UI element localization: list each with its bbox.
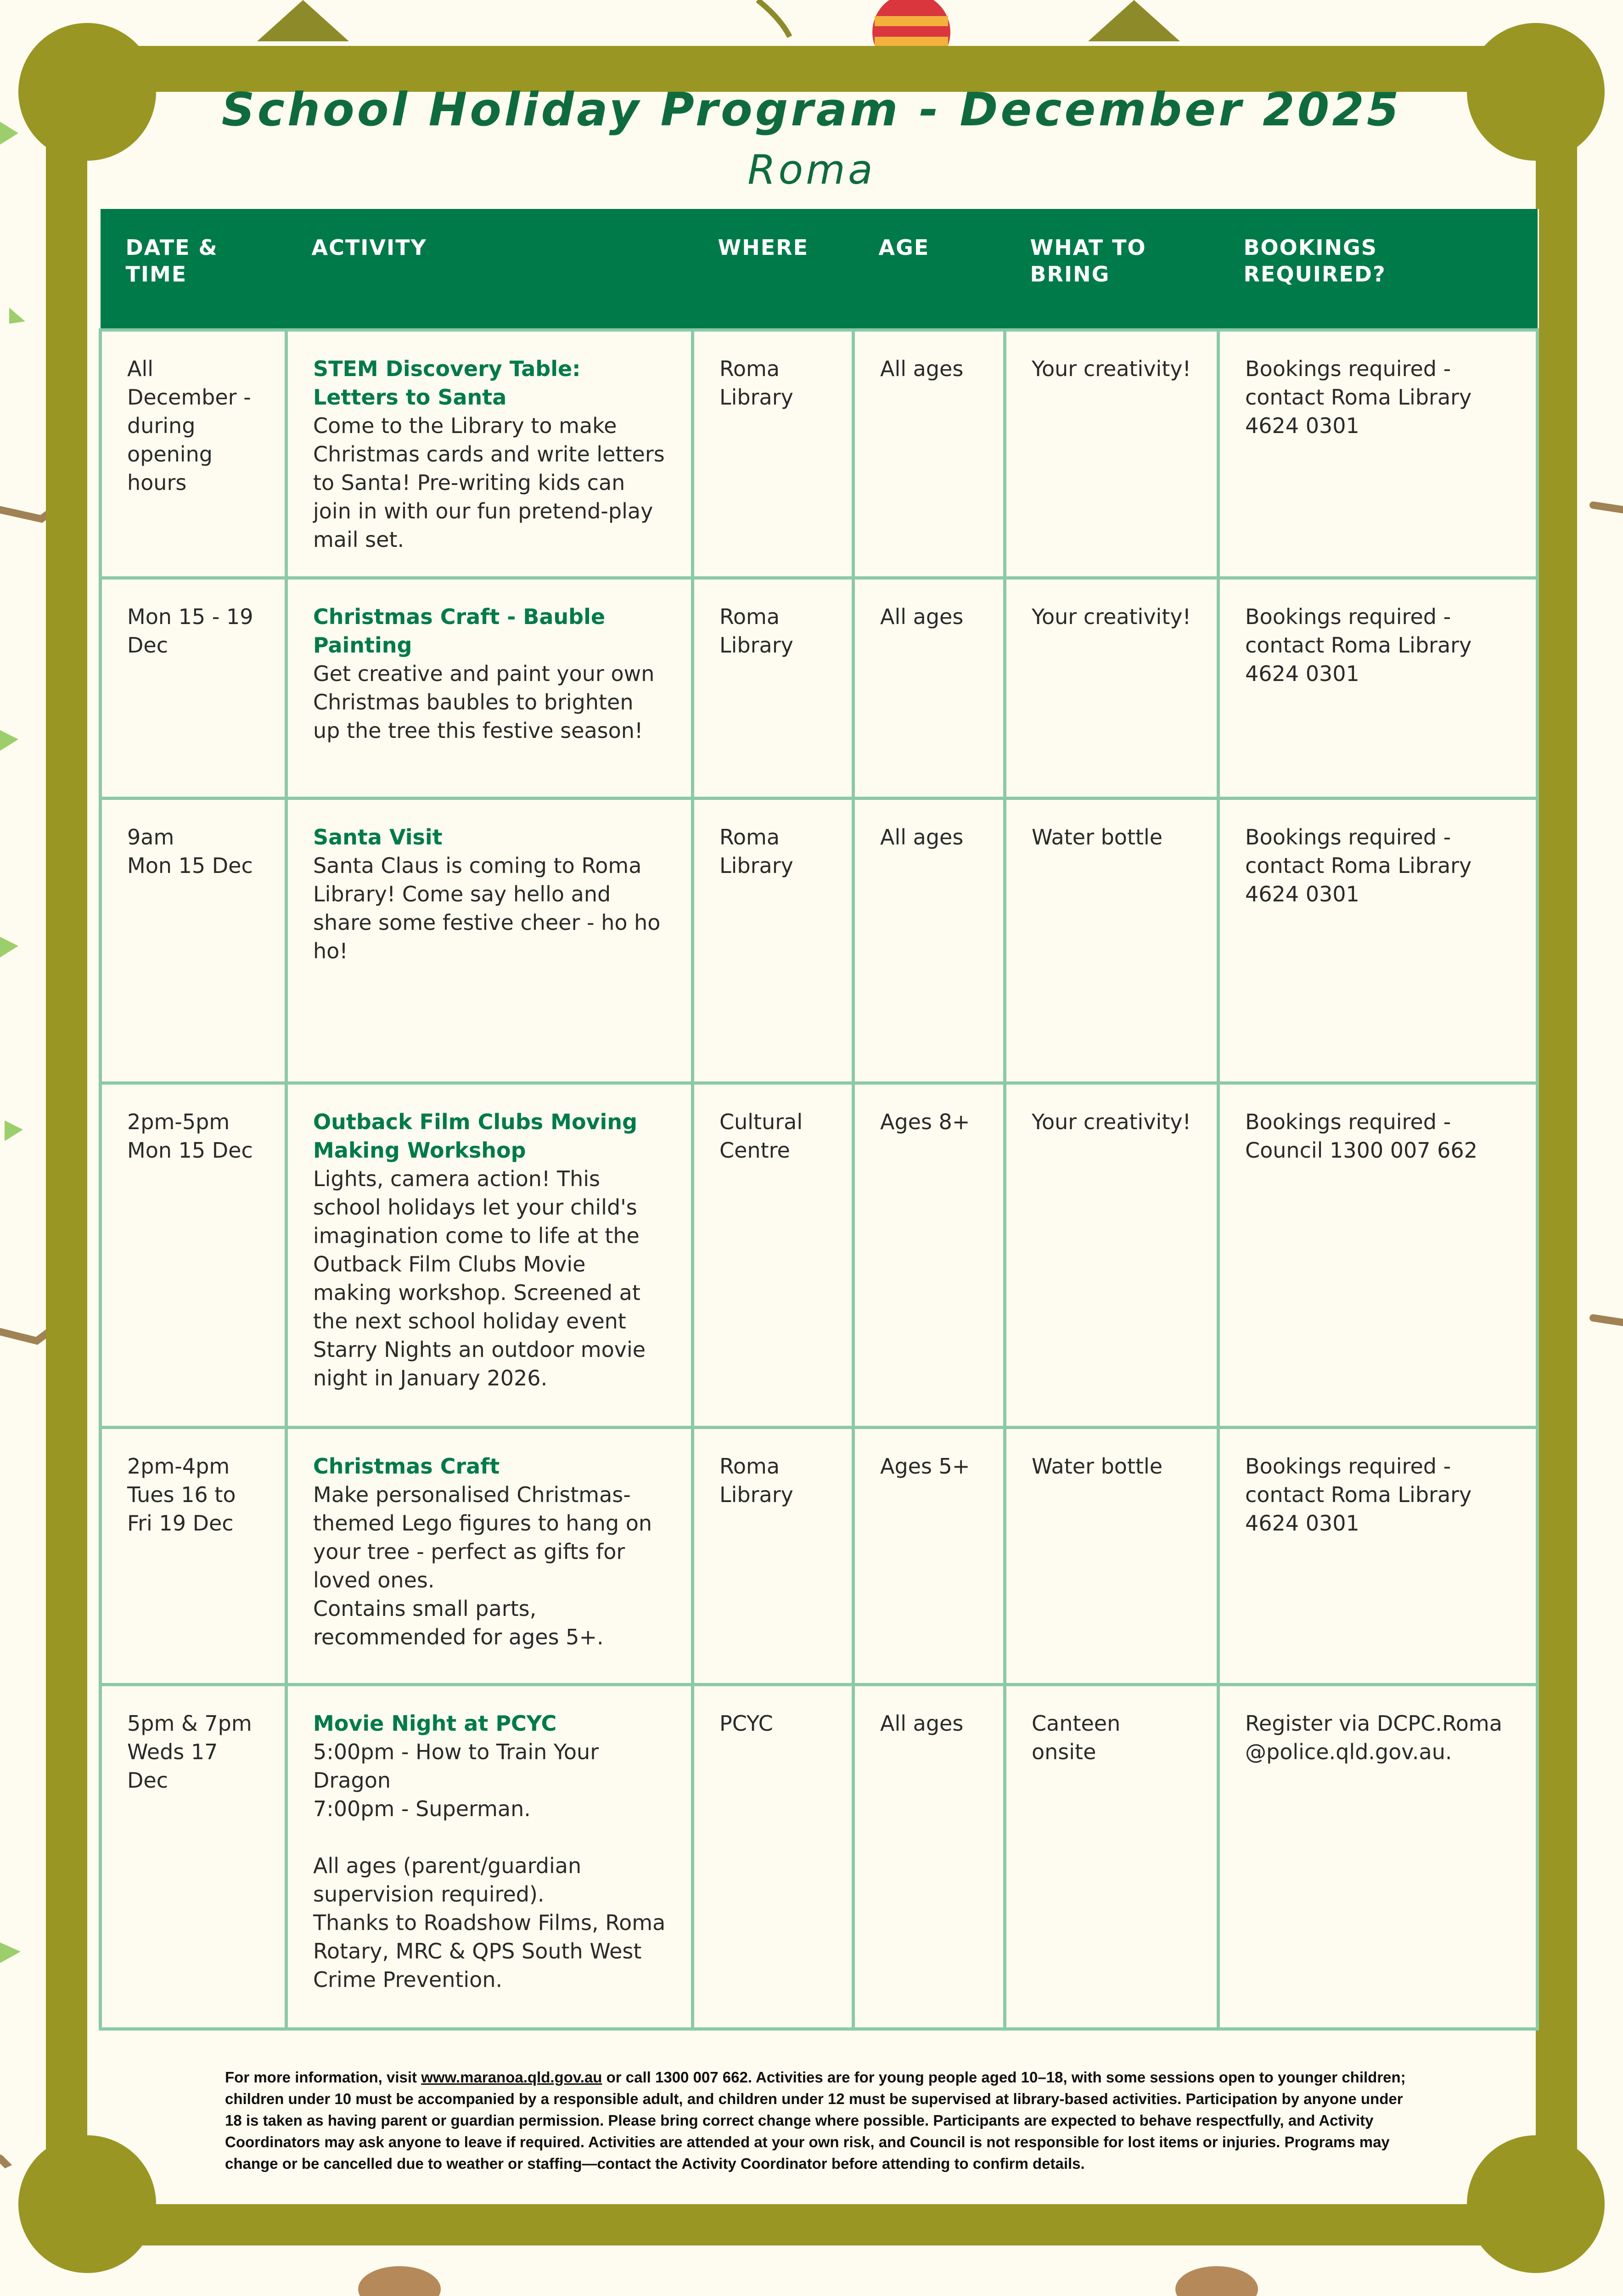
date-cell: Mon 15 - 19 Dec [101, 578, 286, 799]
column-header-activity: ACTIVITY [286, 209, 693, 330]
activity-title: Movie Night at PCYC [313, 1711, 557, 1736]
age-cell: All ages [854, 799, 1005, 1083]
footer-disclaimer [225, 2066, 1410, 2174]
activity-title: STEM Discovery Table: Letters to Santa [313, 356, 581, 410]
sheet-corner [18, 2135, 156, 2273]
table-row [101, 1083, 1538, 1428]
website-link[interactable]: www.maranoa.qld.gov.au [421, 2069, 602, 2086]
footer-text: or call 1300 007 662. Activities are for young people aged 10–18, with some sessions open to younger children; children under 10 must be accompanied by a responsible adult, and children under 12 must be supervised at library-based activities. Participation by anyone under 18 is taken as having parent or guardian permission. Please bring correct change where possible. Participants are expected to behave respectfully, and Activity Coordinators may ask anyone to leave if required. Activities are attended at your own risk, and Council is not responsible for lost items or injuries. Programs may change or be cancelled due to weather or staffing—contact the Activity Coordinator before attending to confirm details. [225, 2069, 1406, 2172]
triangle-icon [0, 122, 25, 1963]
where-cell: PCYC [693, 1685, 854, 2029]
table-row [101, 1685, 1538, 2029]
column-header-age: AGE [854, 209, 1005, 330]
bookings-cell: Bookings required - contact Roma Library 4624 0301 [1219, 1428, 1538, 1685]
activity-cell [286, 330, 693, 578]
activity-title: Santa Visit [313, 825, 443, 850]
pine-tree-icon [1088, 0, 1180, 41]
age-cell: All ages [854, 330, 1005, 578]
bookings-cell: Bookings required - Council 1300 007 662 [1219, 1083, 1538, 1428]
table-row [101, 1428, 1538, 1685]
bring-cell: Canteen onsite [1005, 1685, 1219, 2029]
activity-cell [286, 799, 693, 1083]
activity-description: Santa Claus is coming to Roma Library! Come say hello and share some festive cheer - ho ho ho! [313, 853, 661, 963]
page-subtitle: Roma [747, 146, 876, 193]
column-header-bookings: BOOKINGS REQUIRED? [1219, 209, 1538, 330]
activity-description: Come to the Library to make Christmas cards and write letters to Santa! Pre-writing kids can join in with our fun pretend-play mail set. [313, 413, 665, 552]
table-row [101, 799, 1538, 1083]
activity-cell [286, 1083, 693, 1428]
where-cell: Roma Library [693, 330, 854, 578]
table-row [101, 578, 1538, 799]
activity-cell [286, 1685, 693, 2029]
bring-cell: Your creativity! [1005, 330, 1219, 578]
footer-prefix: For more information, visit [225, 2069, 421, 2086]
activity-title: Christmas Craft - Bauble Painting [313, 604, 606, 658]
where-cell: Roma Library [693, 799, 854, 1083]
bookings-cell: Register via DCPC.Roma@police.qld.gov.au. [1219, 1685, 1538, 2029]
age-cell: Ages 8+ [854, 1083, 1005, 1428]
column-header-bring: WHAT TO BRING [1005, 209, 1219, 330]
pine-tree-icon [257, 0, 349, 41]
activity-description: Get creative and paint your own Christmas baubles to brighten up the tree this festive season! [313, 661, 655, 743]
bookings-cell: Bookings required - contact Roma Library 4624 0301 [1219, 330, 1538, 578]
activity-cell [286, 1428, 693, 1685]
program-table [99, 209, 1539, 2031]
date-cell: 9am Mon 15 Dec [101, 799, 286, 1083]
table-row [101, 330, 1538, 578]
where-cell: Roma Library [693, 1428, 854, 1685]
bookings-cell: Bookings required - contact Roma Library 4624 0301 [1219, 578, 1538, 799]
sheet-corner [1467, 2135, 1605, 2273]
table-header-row [101, 209, 1538, 330]
age-cell: All ages [854, 578, 1005, 799]
activity-description: Lights, camera action! This school holidays let your child's imagination come to life at the Outback Film Clubs Movie making workshop. Screened at the next school holiday event Starry Nights an outdoor movie night in January 2026. [313, 1166, 646, 1390]
activity-title: Christmas Craft [313, 1454, 500, 1479]
activity-cell [286, 578, 693, 799]
activity-description: 5:00pm - How to Train Your Dragon 7:00pm - Superman. All ages (parent/guardian supervision required). Thanks to Roadshow Films, Roma Rotary, MRC & QPS South West Crime Prevention. [313, 1739, 666, 1992]
where-cell: Roma Library [693, 578, 854, 799]
page-title: School Holiday Program - December 2025 [221, 83, 1402, 136]
bookings-cell: Bookings required - contact Roma Library 4624 0301 [1219, 799, 1538, 1083]
column-header-date: DATE & TIME [101, 209, 286, 330]
activity-title: Outback Film Clubs Moving Making Workshop [313, 1109, 637, 1163]
bring-cell: Water bottle [1005, 1428, 1219, 1685]
activity-description: Make personalised Christmas-themed Lego figures to hang on your tree - perfect as gifts for loved ones. Contains small parts, recommended for ages 5+. [313, 1482, 652, 1649]
bring-cell: Your creativity! [1005, 1083, 1219, 1428]
date-cell: 2pm-4pm Tues 16 to Fri 19 Dec [101, 1428, 286, 1685]
age-cell: Ages 5+ [854, 1428, 1005, 1685]
bring-cell: Your creativity! [1005, 578, 1219, 799]
where-cell: Cultural Centre [693, 1083, 854, 1428]
date-cell: All December - during opening hours [101, 330, 286, 578]
age-cell: All ages [854, 1685, 1005, 2029]
date-cell: 2pm-5pm Mon 15 Dec [101, 1083, 286, 1428]
date-cell: 5pm & 7pm Weds 17 Dec [101, 1685, 286, 2029]
bring-cell: Water bottle [1005, 799, 1219, 1083]
column-header-where: WHERE [693, 209, 854, 330]
